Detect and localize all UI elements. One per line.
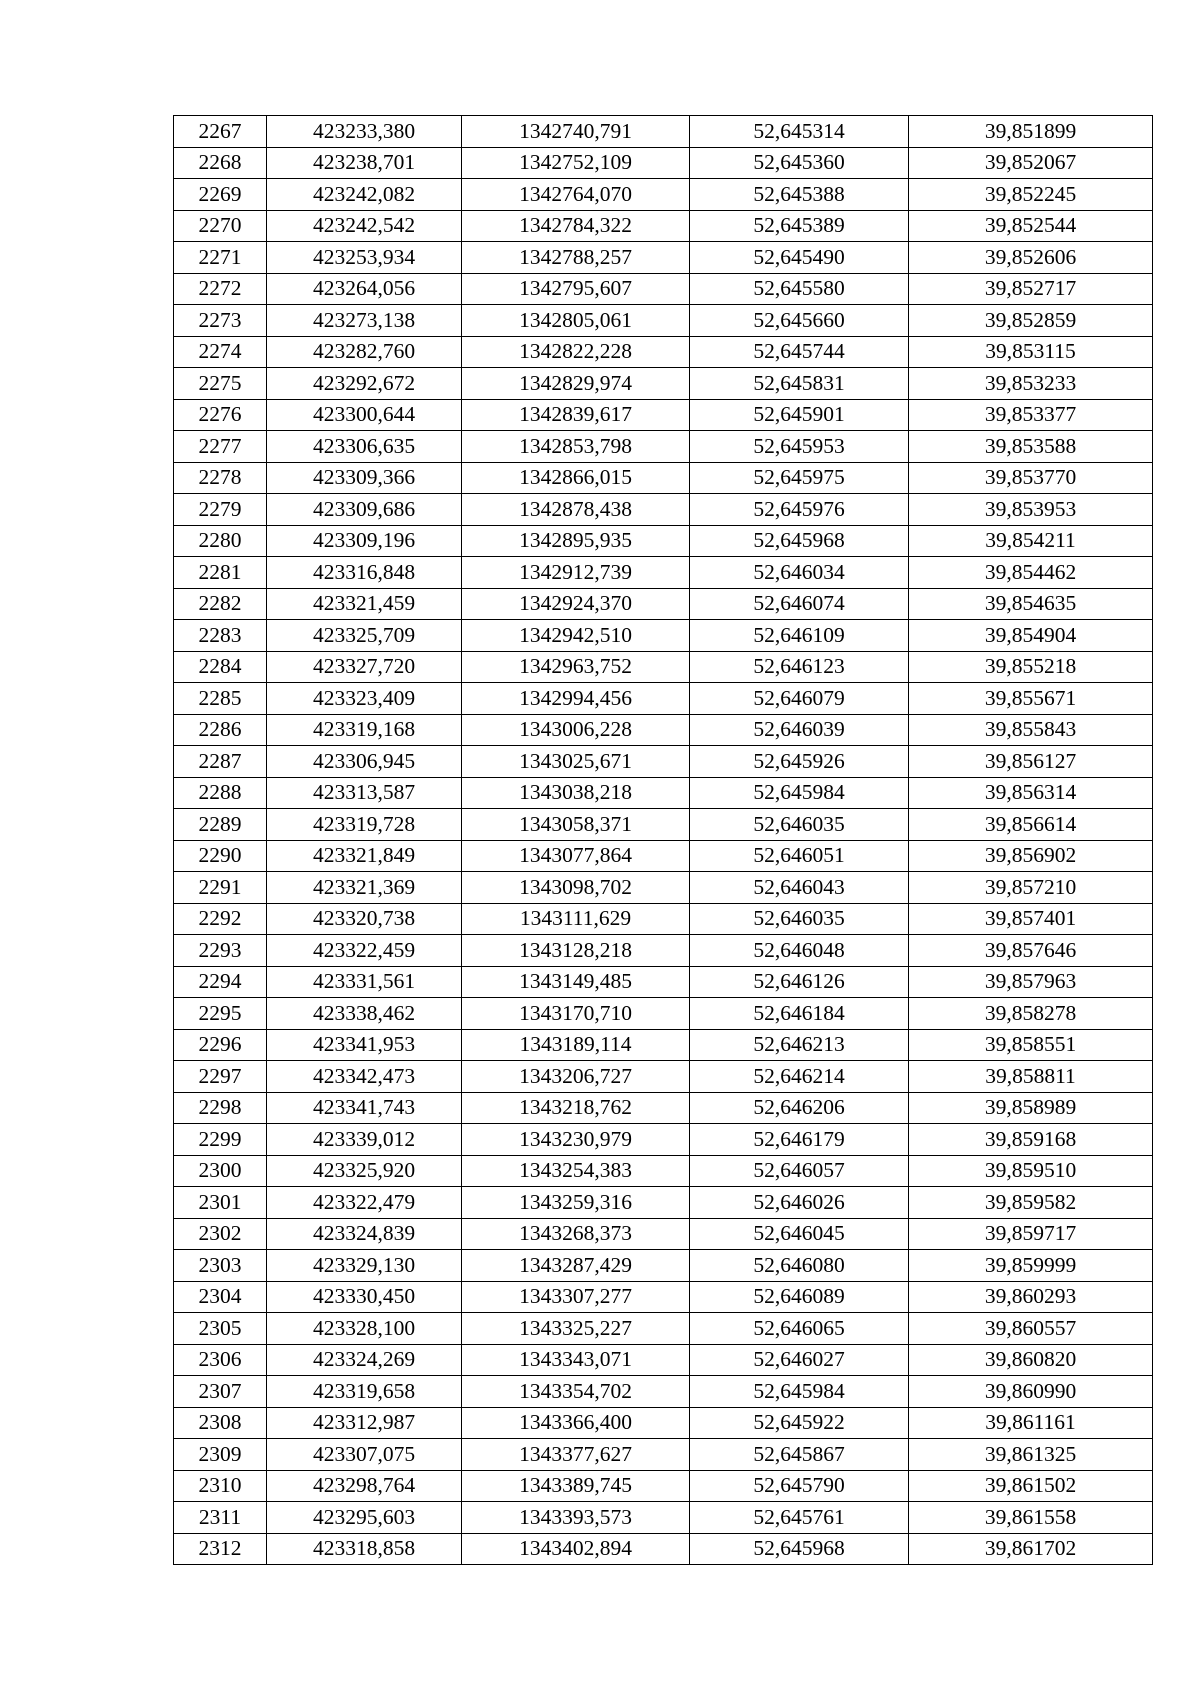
table-row — [174, 1533, 1153, 1565]
x-coordinate-cell: 423319,168 — [267, 714, 462, 746]
table-row — [174, 305, 1153, 337]
y-coordinate-cell: 1342839,617 — [462, 399, 690, 431]
longitude-cell: 39,861161 — [909, 1407, 1153, 1439]
table-row — [174, 1124, 1153, 1156]
latitude-cell: 52,645975 — [690, 462, 909, 494]
latitude-cell: 52,646184 — [690, 998, 909, 1030]
y-coordinate-cell: 1343325,227 — [462, 1313, 690, 1345]
coordinates-table — [173, 115, 1153, 1565]
x-coordinate-cell: 423233,380 — [267, 116, 462, 148]
latitude-cell: 52,645922 — [690, 1407, 909, 1439]
table-row — [174, 1218, 1153, 1250]
latitude-cell: 52,645388 — [690, 179, 909, 211]
table-row — [174, 1092, 1153, 1124]
longitude-cell: 39,861325 — [909, 1439, 1153, 1471]
longitude-cell: 39,852717 — [909, 273, 1153, 305]
y-coordinate-cell: 1342878,438 — [462, 494, 690, 526]
latitude-cell: 52,646206 — [690, 1092, 909, 1124]
x-coordinate-cell: 423325,920 — [267, 1155, 462, 1187]
x-coordinate-cell: 423321,459 — [267, 588, 462, 620]
y-coordinate-cell: 1342895,935 — [462, 525, 690, 557]
longitude-cell: 39,858551 — [909, 1029, 1153, 1061]
x-coordinate-cell: 423329,130 — [267, 1250, 462, 1282]
y-coordinate-cell: 1343268,373 — [462, 1218, 690, 1250]
table-row — [174, 147, 1153, 179]
point-number-cell: 2297 — [174, 1061, 267, 1093]
point-number-cell: 2280 — [174, 525, 267, 557]
longitude-cell: 39,858278 — [909, 998, 1153, 1030]
x-coordinate-cell: 423292,672 — [267, 368, 462, 400]
y-coordinate-cell: 1343393,573 — [462, 1502, 690, 1534]
table-row — [174, 777, 1153, 809]
y-coordinate-cell: 1343149,485 — [462, 966, 690, 998]
longitude-cell: 39,861558 — [909, 1502, 1153, 1534]
x-coordinate-cell: 423322,479 — [267, 1187, 462, 1219]
x-coordinate-cell: 423318,858 — [267, 1533, 462, 1565]
table-row — [174, 1155, 1153, 1187]
longitude-cell: 39,856614 — [909, 809, 1153, 841]
x-coordinate-cell: 423306,945 — [267, 746, 462, 778]
y-coordinate-cell: 1343366,400 — [462, 1407, 690, 1439]
y-coordinate-cell: 1342994,456 — [462, 683, 690, 715]
longitude-cell: 39,856314 — [909, 777, 1153, 809]
point-number-cell: 2303 — [174, 1250, 267, 1282]
y-coordinate-cell: 1343254,383 — [462, 1155, 690, 1187]
longitude-cell: 39,856127 — [909, 746, 1153, 778]
point-number-cell: 2274 — [174, 336, 267, 368]
point-number-cell: 2293 — [174, 935, 267, 967]
longitude-cell: 39,859510 — [909, 1155, 1153, 1187]
longitude-cell: 39,854211 — [909, 525, 1153, 557]
y-coordinate-cell: 1343111,629 — [462, 903, 690, 935]
table-row — [174, 210, 1153, 242]
x-coordinate-cell: 423273,138 — [267, 305, 462, 337]
x-coordinate-cell: 423339,012 — [267, 1124, 462, 1156]
point-number-cell: 2276 — [174, 399, 267, 431]
x-coordinate-cell: 423324,269 — [267, 1344, 462, 1376]
longitude-cell: 39,852067 — [909, 147, 1153, 179]
x-coordinate-cell: 423306,635 — [267, 431, 462, 463]
longitude-cell: 39,852245 — [909, 179, 1153, 211]
point-number-cell: 2268 — [174, 147, 267, 179]
table-row — [174, 683, 1153, 715]
latitude-cell: 52,645984 — [690, 1376, 909, 1408]
table-row — [174, 1250, 1153, 1282]
x-coordinate-cell: 423321,369 — [267, 872, 462, 904]
x-coordinate-cell: 423309,686 — [267, 494, 462, 526]
y-coordinate-cell: 1342805,061 — [462, 305, 690, 337]
longitude-cell: 39,860557 — [909, 1313, 1153, 1345]
latitude-cell: 52,645744 — [690, 336, 909, 368]
longitude-cell: 39,861502 — [909, 1470, 1153, 1502]
point-number-cell: 2312 — [174, 1533, 267, 1565]
point-number-cell: 2277 — [174, 431, 267, 463]
table-row — [174, 588, 1153, 620]
table-row — [174, 557, 1153, 589]
longitude-cell: 39,853770 — [909, 462, 1153, 494]
longitude-cell: 39,852544 — [909, 210, 1153, 242]
table-row — [174, 1439, 1153, 1471]
latitude-cell: 52,646213 — [690, 1029, 909, 1061]
y-coordinate-cell: 1342822,228 — [462, 336, 690, 368]
longitude-cell: 39,854635 — [909, 588, 1153, 620]
longitude-cell: 39,856902 — [909, 840, 1153, 872]
y-coordinate-cell: 1343402,894 — [462, 1533, 690, 1565]
table-row — [174, 1502, 1153, 1534]
latitude-cell: 52,645976 — [690, 494, 909, 526]
latitude-cell: 52,646051 — [690, 840, 909, 872]
point-number-cell: 2286 — [174, 714, 267, 746]
y-coordinate-cell: 1343189,114 — [462, 1029, 690, 1061]
latitude-cell: 52,645490 — [690, 242, 909, 274]
x-coordinate-cell: 423242,082 — [267, 179, 462, 211]
table-row — [174, 1281, 1153, 1313]
point-number-cell: 2270 — [174, 210, 267, 242]
y-coordinate-cell: 1343287,429 — [462, 1250, 690, 1282]
point-number-cell: 2285 — [174, 683, 267, 715]
point-number-cell: 2275 — [174, 368, 267, 400]
table-row — [174, 462, 1153, 494]
point-number-cell: 2295 — [174, 998, 267, 1030]
latitude-cell: 52,645761 — [690, 1502, 909, 1534]
x-coordinate-cell: 423323,409 — [267, 683, 462, 715]
x-coordinate-cell: 423309,366 — [267, 462, 462, 494]
point-number-cell: 2305 — [174, 1313, 267, 1345]
latitude-cell: 52,646045 — [690, 1218, 909, 1250]
point-number-cell: 2287 — [174, 746, 267, 778]
longitude-cell: 39,858989 — [909, 1092, 1153, 1124]
x-coordinate-cell: 423282,760 — [267, 336, 462, 368]
longitude-cell: 39,855218 — [909, 651, 1153, 683]
latitude-cell: 52,645314 — [690, 116, 909, 148]
longitude-cell: 39,859999 — [909, 1250, 1153, 1282]
longitude-cell: 39,859717 — [909, 1218, 1153, 1250]
y-coordinate-cell: 1343038,218 — [462, 777, 690, 809]
point-number-cell: 2291 — [174, 872, 267, 904]
y-coordinate-cell: 1343354,702 — [462, 1376, 690, 1408]
table-row — [174, 1029, 1153, 1061]
longitude-cell: 39,852606 — [909, 242, 1153, 274]
x-coordinate-cell: 423295,603 — [267, 1502, 462, 1534]
table-row — [174, 651, 1153, 683]
latitude-cell: 52,646065 — [690, 1313, 909, 1345]
point-number-cell: 2296 — [174, 1029, 267, 1061]
point-number-cell: 2298 — [174, 1092, 267, 1124]
latitude-cell: 52,646039 — [690, 714, 909, 746]
latitude-cell: 52,646214 — [690, 1061, 909, 1093]
table-row — [174, 620, 1153, 652]
latitude-cell: 52,646179 — [690, 1124, 909, 1156]
x-coordinate-cell: 423320,738 — [267, 903, 462, 935]
point-number-cell: 2302 — [174, 1218, 267, 1250]
y-coordinate-cell: 1343077,864 — [462, 840, 690, 872]
point-number-cell: 2284 — [174, 651, 267, 683]
point-number-cell: 2273 — [174, 305, 267, 337]
longitude-cell: 39,861702 — [909, 1533, 1153, 1565]
x-coordinate-cell: 423253,934 — [267, 242, 462, 274]
y-coordinate-cell: 1343389,745 — [462, 1470, 690, 1502]
y-coordinate-cell: 1343170,710 — [462, 998, 690, 1030]
x-coordinate-cell: 423264,056 — [267, 273, 462, 305]
longitude-cell: 39,853115 — [909, 336, 1153, 368]
table-row — [174, 336, 1153, 368]
latitude-cell: 52,645831 — [690, 368, 909, 400]
point-number-cell: 2304 — [174, 1281, 267, 1313]
x-coordinate-cell: 423298,764 — [267, 1470, 462, 1502]
point-number-cell: 2292 — [174, 903, 267, 935]
latitude-cell: 52,645867 — [690, 1439, 909, 1471]
latitude-cell: 52,646026 — [690, 1187, 909, 1219]
y-coordinate-cell: 1343259,316 — [462, 1187, 690, 1219]
table-row — [174, 1313, 1153, 1345]
longitude-cell: 39,853233 — [909, 368, 1153, 400]
y-coordinate-cell: 1342784,322 — [462, 210, 690, 242]
longitude-cell: 39,857646 — [909, 935, 1153, 967]
table-row — [174, 1470, 1153, 1502]
table-row — [174, 935, 1153, 967]
longitude-cell: 39,860990 — [909, 1376, 1153, 1408]
x-coordinate-cell: 423342,473 — [267, 1061, 462, 1093]
point-number-cell: 2299 — [174, 1124, 267, 1156]
longitude-cell: 39,860820 — [909, 1344, 1153, 1376]
latitude-cell: 52,645389 — [690, 210, 909, 242]
y-coordinate-cell: 1343098,702 — [462, 872, 690, 904]
y-coordinate-cell: 1342942,510 — [462, 620, 690, 652]
latitude-cell: 52,646035 — [690, 903, 909, 935]
point-number-cell: 2267 — [174, 116, 267, 148]
latitude-cell: 52,645953 — [690, 431, 909, 463]
longitude-cell: 39,852859 — [909, 305, 1153, 337]
point-number-cell: 2294 — [174, 966, 267, 998]
latitude-cell: 52,645901 — [690, 399, 909, 431]
table-row — [174, 746, 1153, 778]
y-coordinate-cell: 1343128,218 — [462, 935, 690, 967]
longitude-cell: 39,853588 — [909, 431, 1153, 463]
y-coordinate-cell: 1342866,015 — [462, 462, 690, 494]
table-row — [174, 1187, 1153, 1219]
y-coordinate-cell: 1342764,070 — [462, 179, 690, 211]
longitude-cell: 39,855843 — [909, 714, 1153, 746]
table-row — [174, 998, 1153, 1030]
point-number-cell: 2288 — [174, 777, 267, 809]
point-number-cell: 2310 — [174, 1470, 267, 1502]
x-coordinate-cell: 423319,658 — [267, 1376, 462, 1408]
x-coordinate-cell: 423307,075 — [267, 1439, 462, 1471]
x-coordinate-cell: 423309,196 — [267, 525, 462, 557]
point-number-cell: 2307 — [174, 1376, 267, 1408]
y-coordinate-cell: 1342788,257 — [462, 242, 690, 274]
y-coordinate-cell: 1343307,277 — [462, 1281, 690, 1313]
latitude-cell: 52,646057 — [690, 1155, 909, 1187]
longitude-cell: 39,855671 — [909, 683, 1153, 715]
table-row — [174, 966, 1153, 998]
latitude-cell: 52,646035 — [690, 809, 909, 841]
latitude-cell: 52,646048 — [690, 935, 909, 967]
point-number-cell: 2289 — [174, 809, 267, 841]
latitude-cell: 52,645580 — [690, 273, 909, 305]
table-row — [174, 1407, 1153, 1439]
latitude-cell: 52,646027 — [690, 1344, 909, 1376]
x-coordinate-cell: 423324,839 — [267, 1218, 462, 1250]
table-row — [174, 1376, 1153, 1408]
longitude-cell: 39,860293 — [909, 1281, 1153, 1313]
y-coordinate-cell: 1343058,371 — [462, 809, 690, 841]
latitude-cell: 52,646080 — [690, 1250, 909, 1282]
y-coordinate-cell: 1343343,071 — [462, 1344, 690, 1376]
x-coordinate-cell: 423313,587 — [267, 777, 462, 809]
y-coordinate-cell: 1343377,627 — [462, 1439, 690, 1471]
x-coordinate-cell: 423341,743 — [267, 1092, 462, 1124]
x-coordinate-cell: 423322,459 — [267, 935, 462, 967]
y-coordinate-cell: 1342853,798 — [462, 431, 690, 463]
latitude-cell: 52,645660 — [690, 305, 909, 337]
y-coordinate-cell: 1342795,607 — [462, 273, 690, 305]
x-coordinate-cell: 423238,701 — [267, 147, 462, 179]
point-number-cell: 2271 — [174, 242, 267, 274]
latitude-cell: 52,645926 — [690, 746, 909, 778]
point-number-cell: 2283 — [174, 620, 267, 652]
point-number-cell: 2300 — [174, 1155, 267, 1187]
point-number-cell: 2272 — [174, 273, 267, 305]
x-coordinate-cell: 423327,720 — [267, 651, 462, 683]
coordinates-table-body — [174, 116, 1153, 1565]
longitude-cell: 39,854462 — [909, 557, 1153, 589]
x-coordinate-cell: 423300,644 — [267, 399, 462, 431]
y-coordinate-cell: 1342963,752 — [462, 651, 690, 683]
latitude-cell: 52,645984 — [690, 777, 909, 809]
point-number-cell: 2306 — [174, 1344, 267, 1376]
x-coordinate-cell: 423341,953 — [267, 1029, 462, 1061]
longitude-cell: 39,859582 — [909, 1187, 1153, 1219]
table-row — [174, 903, 1153, 935]
x-coordinate-cell: 423328,100 — [267, 1313, 462, 1345]
point-number-cell: 2281 — [174, 557, 267, 589]
table-row — [174, 525, 1153, 557]
point-number-cell: 2309 — [174, 1439, 267, 1471]
table-row — [174, 242, 1153, 274]
x-coordinate-cell: 423312,987 — [267, 1407, 462, 1439]
point-number-cell: 2269 — [174, 179, 267, 211]
table-row — [174, 872, 1153, 904]
y-coordinate-cell: 1343218,762 — [462, 1092, 690, 1124]
x-coordinate-cell: 423319,728 — [267, 809, 462, 841]
point-number-cell: 2311 — [174, 1502, 267, 1534]
point-number-cell: 2279 — [174, 494, 267, 526]
point-number-cell: 2290 — [174, 840, 267, 872]
table-row — [174, 179, 1153, 211]
y-coordinate-cell: 1342740,791 — [462, 116, 690, 148]
latitude-cell: 52,645968 — [690, 525, 909, 557]
longitude-cell: 39,857210 — [909, 872, 1153, 904]
latitude-cell: 52,646109 — [690, 620, 909, 652]
longitude-cell: 39,858811 — [909, 1061, 1153, 1093]
latitude-cell: 52,646034 — [690, 557, 909, 589]
latitude-cell: 52,646123 — [690, 651, 909, 683]
y-coordinate-cell: 1342829,974 — [462, 368, 690, 400]
y-coordinate-cell: 1343006,228 — [462, 714, 690, 746]
longitude-cell: 39,853953 — [909, 494, 1153, 526]
x-coordinate-cell: 423330,450 — [267, 1281, 462, 1313]
longitude-cell: 39,857401 — [909, 903, 1153, 935]
table-row — [174, 116, 1153, 148]
latitude-cell: 52,646043 — [690, 872, 909, 904]
latitude-cell: 52,646074 — [690, 588, 909, 620]
x-coordinate-cell: 423242,542 — [267, 210, 462, 242]
table-row — [174, 399, 1153, 431]
latitude-cell: 52,646126 — [690, 966, 909, 998]
point-number-cell: 2301 — [174, 1187, 267, 1219]
table-row — [174, 1344, 1153, 1376]
y-coordinate-cell: 1343025,671 — [462, 746, 690, 778]
latitude-cell: 52,645790 — [690, 1470, 909, 1502]
longitude-cell: 39,854904 — [909, 620, 1153, 652]
table-row — [174, 431, 1153, 463]
longitude-cell: 39,857963 — [909, 966, 1153, 998]
x-coordinate-cell: 423331,561 — [267, 966, 462, 998]
table-row — [174, 714, 1153, 746]
table-row — [174, 273, 1153, 305]
table-row — [174, 840, 1153, 872]
x-coordinate-cell: 423338,462 — [267, 998, 462, 1030]
latitude-cell: 52,645968 — [690, 1533, 909, 1565]
point-number-cell: 2282 — [174, 588, 267, 620]
longitude-cell: 39,851899 — [909, 116, 1153, 148]
y-coordinate-cell: 1342912,739 — [462, 557, 690, 589]
y-coordinate-cell: 1343206,727 — [462, 1061, 690, 1093]
latitude-cell: 52,646089 — [690, 1281, 909, 1313]
y-coordinate-cell: 1342924,370 — [462, 588, 690, 620]
longitude-cell: 39,853377 — [909, 399, 1153, 431]
point-number-cell: 2308 — [174, 1407, 267, 1439]
x-coordinate-cell: 423325,709 — [267, 620, 462, 652]
x-coordinate-cell: 423321,849 — [267, 840, 462, 872]
latitude-cell: 52,646079 — [690, 683, 909, 715]
table-row — [174, 1061, 1153, 1093]
y-coordinate-cell: 1342752,109 — [462, 147, 690, 179]
x-coordinate-cell: 423316,848 — [267, 557, 462, 589]
y-coordinate-cell: 1343230,979 — [462, 1124, 690, 1156]
latitude-cell: 52,645360 — [690, 147, 909, 179]
point-number-cell: 2278 — [174, 462, 267, 494]
table-row — [174, 809, 1153, 841]
table-row — [174, 494, 1153, 526]
table-row — [174, 368, 1153, 400]
longitude-cell: 39,859168 — [909, 1124, 1153, 1156]
